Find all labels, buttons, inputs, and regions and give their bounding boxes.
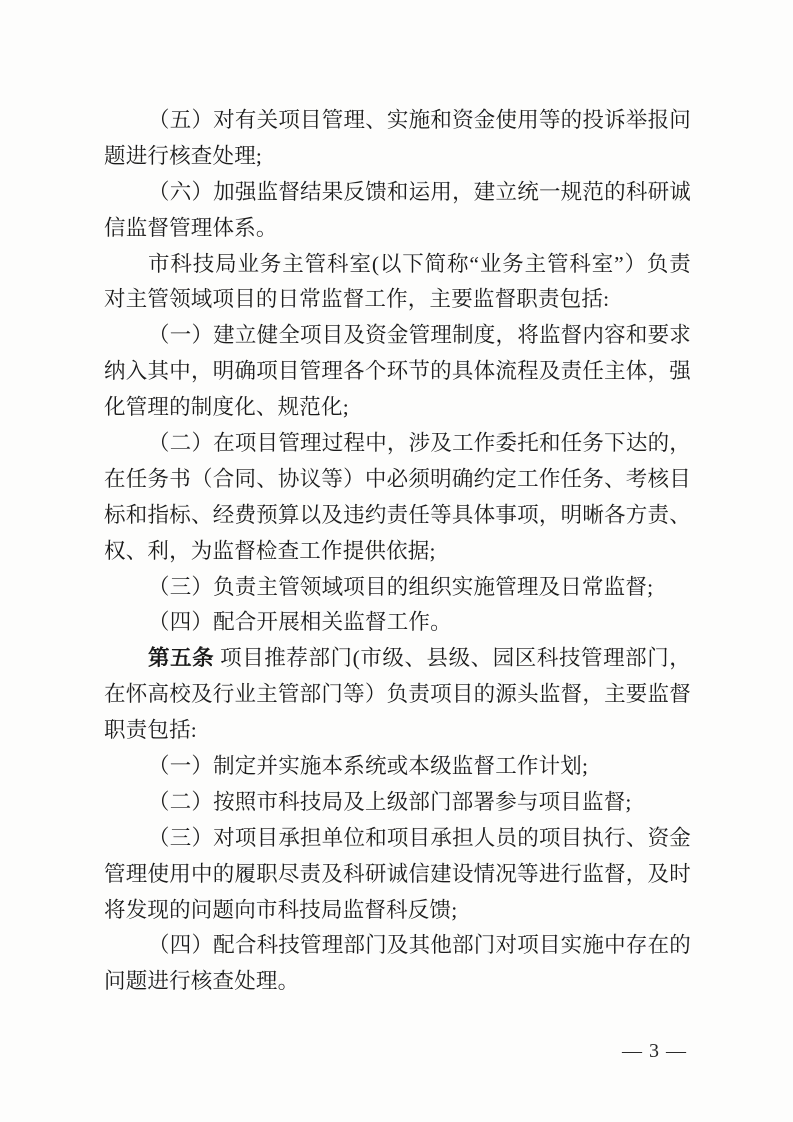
text-line: 管理使用中的履职尽责及科研诚信建设情况等进行监督，及时 xyxy=(104,861,691,886)
text-line: （四）配合开展相关监督工作。 xyxy=(148,610,452,635)
text-line: （二）在项目管理过程中，涉及工作委托和任务下达的， xyxy=(148,431,691,456)
document-body xyxy=(104,103,691,1000)
text-line: 第五条 项目推荐部门(市级、县级、园区科技管理部门， xyxy=(148,646,691,671)
text-line: （五）对有关项目管理、实施和资金使用等的投诉举报问 xyxy=(148,108,691,132)
text-line: 在怀高校及行业主管部门等）负责项目的源头监督，主要监督 xyxy=(104,682,691,707)
text-line: 将发现的问题向市科技局监督科反馈; xyxy=(104,897,458,922)
text-line: 权、利，为监督检查工作提供依据; xyxy=(104,538,436,563)
text-line: 化管理的制度化、规范化; xyxy=(104,395,349,420)
text-line: （二）按照市科技局及上级部门部署参与项目监督; xyxy=(148,789,632,814)
text-line: （一）建立健全项目及资金管理制度，将监督内容和要求 xyxy=(148,323,691,348)
text-line: 题进行核查处理; xyxy=(104,143,263,168)
text-line: 问题进行核查处理。 xyxy=(104,969,300,994)
page-number: — 3 — xyxy=(622,1040,687,1062)
text-line: 信监督管理体系。 xyxy=(104,215,278,240)
text-line: （六）加强监督结果反馈和运用，建立统一规范的科研诚 xyxy=(148,179,691,204)
text-line: 职责包括: xyxy=(104,718,197,743)
text-line: 标和指标、经费预算以及违约责任等具体事项，明晰各方责、 xyxy=(104,502,691,527)
article-number-bold: 第五条 xyxy=(148,646,215,671)
text-line: 在任务书（合同、协议等）中必须明确约定工作任务、考核目 xyxy=(104,466,691,491)
text-line: （三）负责主管领域项目的组织实施管理及日常监督; xyxy=(148,574,654,599)
text-line: 纳入其中，明确项目管理各个环节的具体流程及责任主体，强 xyxy=(104,359,691,384)
text-line: （四）配合科技管理部门及其他部门对项目实施中存在的 xyxy=(148,933,691,958)
text-line: 市科技局业务主管科室(以下简称“业务主管科室”）负责 xyxy=(148,251,691,276)
text-line: 对主管领域项目的日常监督工作，主要监督职责包括: xyxy=(104,287,610,312)
text-line: （一）制定并实施本系统或本级监督工作计划; xyxy=(148,754,589,779)
page-footer xyxy=(622,1040,687,1063)
text-line: （三）对项目承担单位和项目承担人员的项目执行、资金 xyxy=(148,825,691,850)
